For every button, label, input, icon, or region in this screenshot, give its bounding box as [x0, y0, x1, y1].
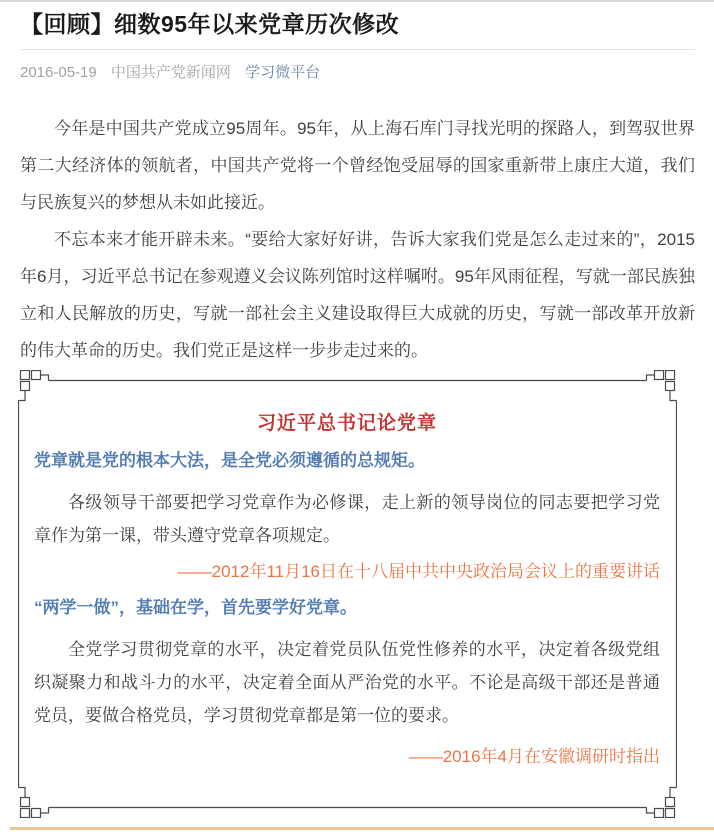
body-paragraph: 不忘本来才能开辟未来。“要给大家好好讲，告诉大家我们党是怎么走过来的”，2015年6月，习近平总书记在参观遵义会议陈列馆时这样嘱咐。95年风雨征程，写就一部民族独立和人民解放的历史，写就一部社会主义建设取得巨大成就的历史，写就一部改革开放新的伟大革命的历史。我们党正是这样一步步走过来的。: [20, 230, 695, 360]
article: [0, 8, 714, 830]
quote-box-heading: 习近平总书记论党章: [256, 413, 437, 434]
quote-lead: 党章就是党的根本大法，是全党必须遵循的总规矩。: [34, 451, 425, 470]
body-paragraph: 今年是中国共产党成立95周年。95年，从上海石库门寻找光明的探路人，到驾驭世界第二大经济体的领航者，中国共产党将一个曾经饱受屈辱的国家重新带上康庄大道，我们与民族复兴的梦想从未如此接近。: [20, 119, 695, 212]
quote-attribution: ——2016年4月在安徽调研时指出: [408, 747, 660, 766]
platform-link[interactable]: 学习微平台: [245, 64, 321, 81]
quote-body: 全党学习贯彻党章的水平，决定着党员队伍党性修养的水平，决定着各级党组织凝聚力和战斗力的水平，决定着全面从严治党的水平。不论是高级干部还是普通党员，要做合格党员，学习贯彻党章都是第一位的要求。: [34, 640, 660, 725]
section-divider-gold: [10, 827, 714, 830]
article-meta: [20, 63, 695, 83]
publish-date: 2016-05-19: [20, 64, 97, 81]
title-divider: [20, 49, 695, 50]
quote-lead: “两学一做”，基础在学，首先要学好党章。: [34, 598, 357, 617]
source-name: 中国共产党新闻网: [110, 64, 231, 81]
quote-box-content: [18, 370, 677, 818]
quote-box: [18, 370, 677, 818]
quote-attribution: ——2012年11月16日在十八届中共中央政治局会议上的重要讲话: [177, 562, 660, 581]
article-title: 【回顾】细数95年以来党章历次修改: [20, 11, 400, 37]
page-top-border: [0, 0, 714, 2]
quote-body: 各级领导干部要把学习党章作为必修课，走上新的领导岗位的同志要把学习党章作为第一课，带头遵守党章各项规定。: [34, 493, 660, 545]
